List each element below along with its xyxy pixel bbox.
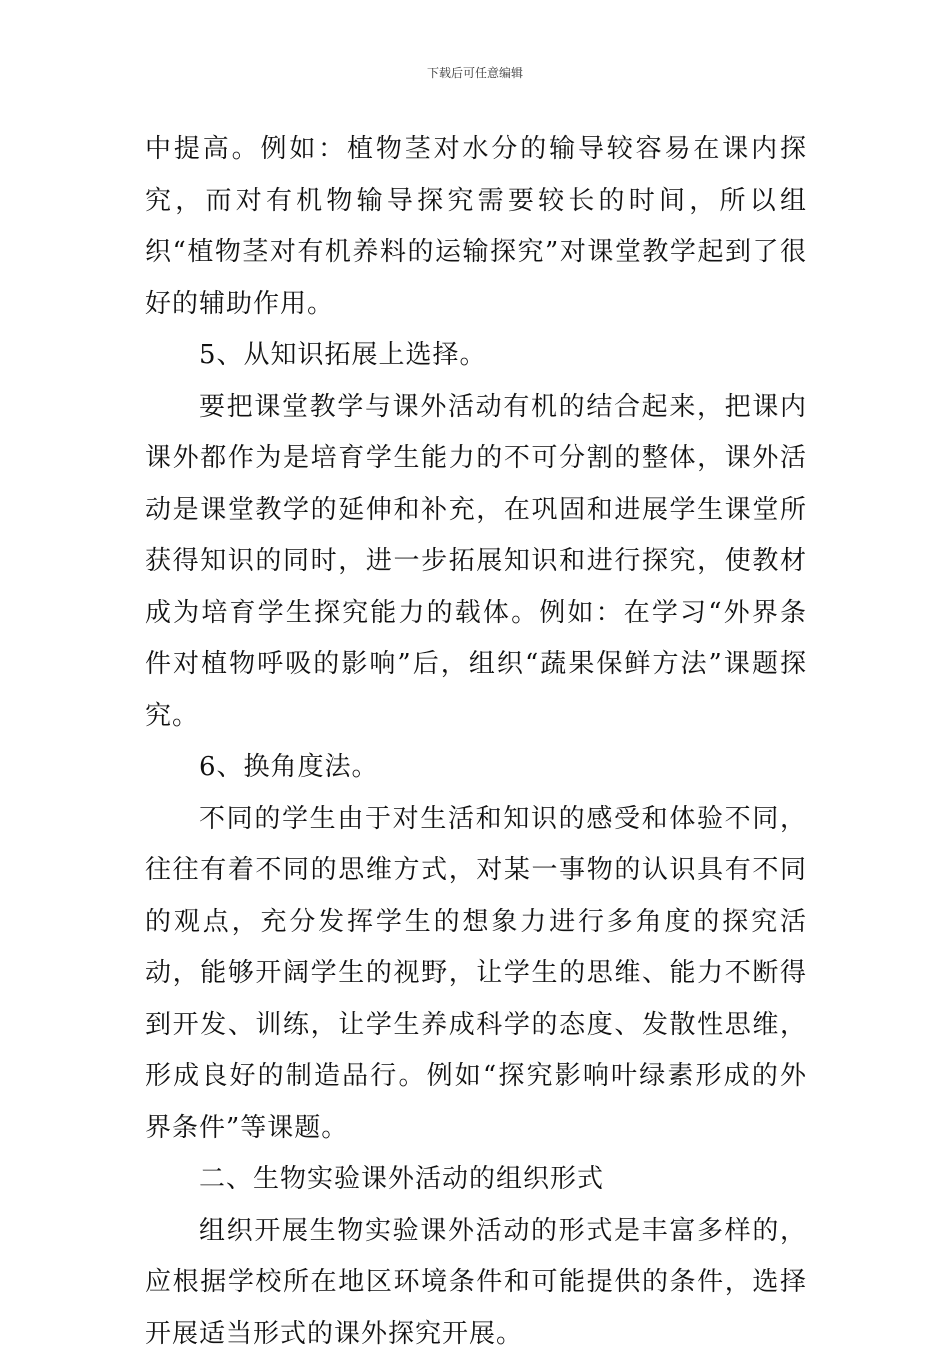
paragraph-change-angle: 不同的学生由于对生活和知识的感受和体验不同，往往有着不同的思维方式，对某一事物的认识具有不同的观点，充分发挥学生的想象力进行多角度的探究活动，能够开阔学生的视野，让学生的思维、能力不断得到开发、训练，让学生养成科学的态度、发散性思维，形成良好的制造品行。例如“探究影响叶绿素形成的外界条件”等课题。 [145, 794, 807, 1155]
section-heading-organization-forms: 二、生物实验课外活动的组织形式 [145, 1154, 807, 1206]
page-header: 下载后可任意编辑 [0, 66, 950, 80]
heading-change-angle: 6、换角度法。 [145, 742, 807, 794]
body-text [145, 124, 807, 1360]
paragraph-knowledge-extension: 要把课堂教学与课外活动有机的结合起来，把课内课外都作为是培育学生能力的不可分割的整体，课外活动是课堂教学的延伸和补充，在巩固和进展学生课堂所获得知识的同时，进一步拓展知识和进行探究，使教材成为培育学生探究能力的载体。例如：在学习“外界条件对植物呼吸的影响”后，组织“蔬果保鲜方法”课题探究。 [145, 382, 807, 743]
heading-knowledge-extension: 5、从知识拓展上选择。 [145, 330, 807, 382]
paragraph-continuation: 中提高。例如：植物茎对水分的输导较容易在课内探究，而对有机物输导探究需要较长的时间，所以组织“植物茎对有机养料的运输探究”对课堂教学起到了很好的辅助作用。 [145, 124, 807, 330]
paragraph-organization-forms: 组织开展生物实验课外活动的形式是丰富多样的，应根据学校所在地区环境条件和可能提供的条件，选择开展适当形式的课外探究开展。 [145, 1206, 807, 1360]
